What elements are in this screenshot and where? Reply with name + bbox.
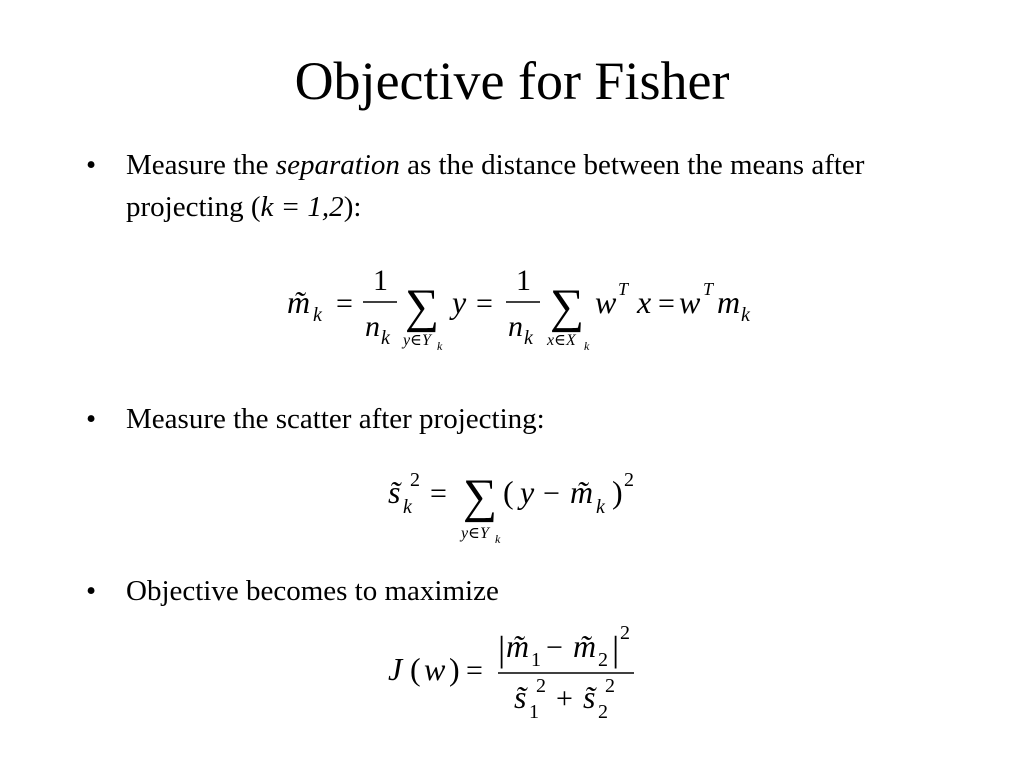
eq-m: m [717, 284, 741, 320]
eq-minus: − [543, 477, 560, 510]
bullet-text: Measure the scatter after projecting: [126, 403, 545, 435]
eq-paren: ) [449, 651, 460, 687]
eq-s-tilde: s̃ [583, 679, 596, 715]
sum-icon: ∑ [550, 280, 585, 333]
eq-sup: 2 [620, 622, 630, 644]
bullet-marker: • [86, 149, 97, 181]
eq-sup: T [703, 279, 714, 299]
bullet-marker: • [86, 403, 97, 435]
eq-frac-num: 1 [516, 264, 531, 297]
bullet-marker: • [86, 575, 97, 607]
eq-sub: k [584, 339, 590, 353]
eq-equals: = [658, 287, 675, 320]
eq-sum-limit: x∈X [547, 332, 576, 349]
eq-sup: 2 [605, 675, 615, 697]
eq-sub: 2 [598, 701, 608, 723]
eq-sub: 1 [531, 649, 541, 671]
eq-s-tilde: s̃ [514, 679, 527, 715]
eq-J: J [388, 651, 403, 687]
eq-equals: = [476, 287, 493, 320]
slide-title: Objective for Fisher [294, 51, 730, 111]
eq-sub: k [437, 339, 443, 353]
eq-equals: = [336, 287, 353, 320]
eq-sum-limit: y∈Y [403, 332, 431, 349]
eq-equals: = [430, 477, 447, 510]
equation-objective [388, 622, 634, 723]
eq-frac-num: 1 [373, 264, 388, 297]
eq-w: w [424, 651, 446, 687]
eq-frac-den: n [508, 310, 523, 343]
sum-icon: ∑ [463, 470, 498, 523]
eq-sup: 2 [624, 469, 634, 491]
eq-abs-bar: | [612, 629, 620, 669]
eq-equals: = [466, 654, 483, 687]
eq-sub: 1 [529, 701, 539, 723]
bullet-emphasis: separation [275, 149, 400, 181]
eq-sub: k [741, 304, 750, 326]
eq-sub: k [495, 532, 501, 546]
eq-sup: T [618, 279, 629, 299]
eq-sub: 2 [598, 649, 608, 671]
bullet-text: Objective becomes to maximize [126, 575, 499, 607]
eq-m-tilde: m̃ [570, 474, 594, 510]
equation-projected-mean [287, 264, 751, 353]
eq-paren: ) [612, 474, 623, 510]
eq-sum-limit: y∈Y [461, 525, 489, 542]
eq-w: w [595, 284, 617, 320]
bullet-text-part: ): [343, 191, 362, 223]
eq-term: y [452, 284, 467, 320]
eq-sub: k [381, 327, 390, 349]
eq-s-tilde: s̃ [388, 474, 401, 510]
equation-scatter [388, 469, 634, 546]
eq-x: x [637, 284, 652, 320]
eq-abs-bar: | [498, 629, 506, 669]
eq-m-tilde: m̃ [573, 628, 597, 664]
eq-minus: − [546, 631, 563, 664]
eq-sub: k [313, 304, 322, 326]
eq-paren: ( [410, 651, 421, 687]
eq-sub: k [524, 327, 533, 349]
eq-sub: k [403, 496, 412, 518]
bullet-text-part: as the distance between the means after projecting ( [126, 149, 865, 223]
eq-m-tilde: m̃ [506, 628, 530, 664]
eq-y: y [520, 474, 535, 510]
eq-paren: ( [503, 474, 514, 510]
eq-sub: k [596, 496, 605, 518]
eq-m-tilde: m̃ [287, 284, 311, 320]
eq-plus: + [556, 682, 573, 715]
eq-sup: 2 [536, 675, 546, 697]
eq-sup: 2 [410, 469, 420, 491]
bullet-text-part: Measure the [126, 149, 276, 181]
eq-w: w [679, 284, 701, 320]
sum-icon: ∑ [405, 280, 440, 333]
eq-frac-den: n [365, 310, 380, 343]
bullet-math: k = 1,2 [260, 191, 344, 223]
